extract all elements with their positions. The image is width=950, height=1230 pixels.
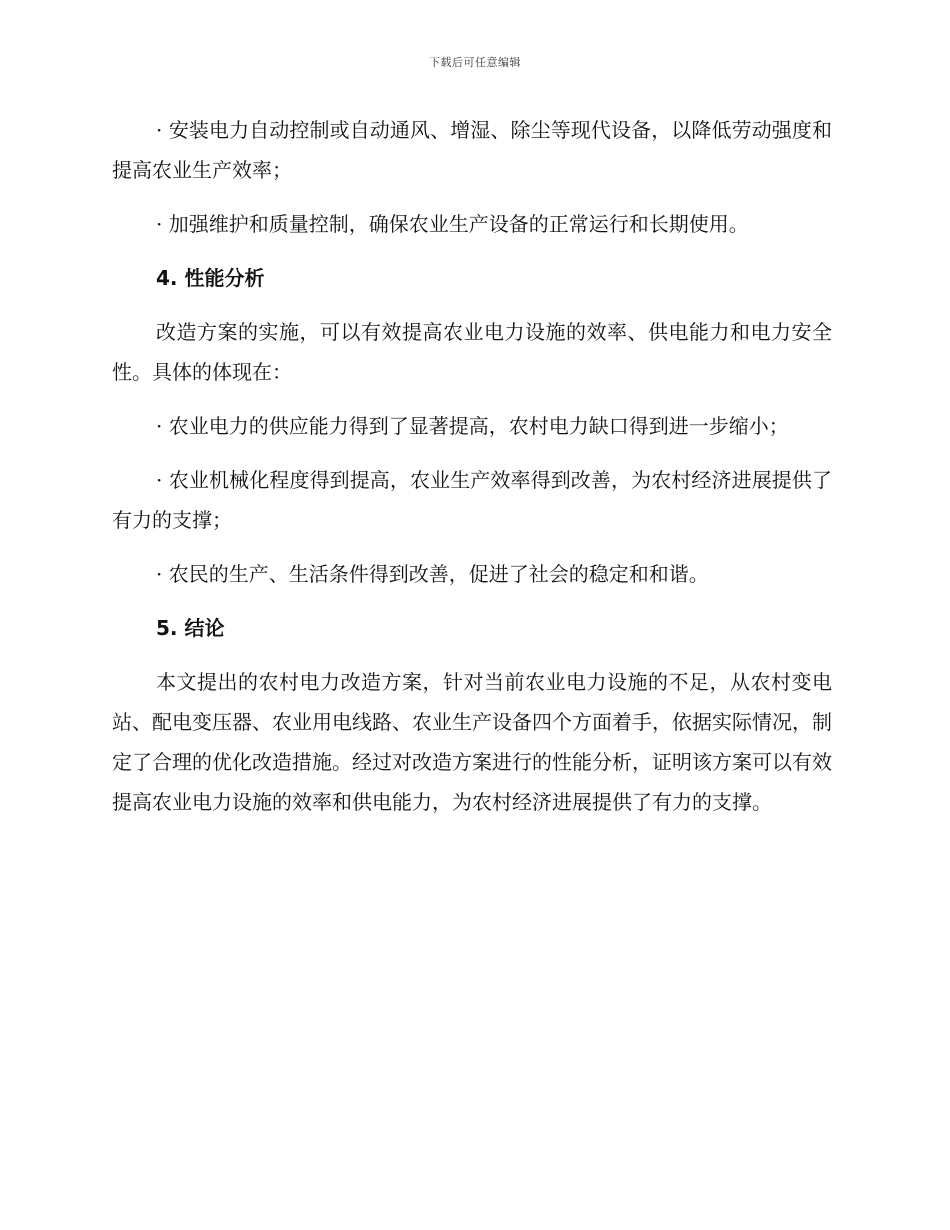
- bullet-install-equipment: · 安装电力自动控制或自动通风、增湿、除尘等现代设备，以降低劳动强度和提高农业生产效率；: [112, 118, 832, 182]
- bullet-supply-capacity: · 农业电力的供应能力得到了显著提高，农村电力缺口得到进一步缩小；: [156, 414, 789, 438]
- bullet-maintenance: · 加强维护和质量控制，确保农业生产设备的正常运行和长期使用。: [156, 212, 749, 236]
- conclusion-paragraph: 本文提出的农村电力改造方案，针对当前农业电力设施的不足，从农村变电站、配电变压器、农业用电线路、农业生产设备四个方面着手，依据实际情况，制定了合理的优化改造措施。经过对改造方案进行的性能分析，证明该方案可以有效提高农业电力设施的效率和供电能力，为农村经济进展提供了有力的支撑。: [112, 670, 832, 814]
- performance-intro-paragraph: 改造方案的实施，可以有效提高农业电力设施的效率、供电能力和电力安全性。具体的体现在：: [112, 320, 832, 384]
- document-body: [112, 110, 832, 836]
- page-header: 下载后可任意编辑: [429, 56, 521, 69]
- section-heading-performance: 4. 性能分析: [156, 266, 265, 290]
- bullet-living-conditions: · 农民的生产、生活条件得到改善，促进了社会的稳定和和谐。: [156, 562, 709, 586]
- bullet-mechanization: · 农业机械化程度得到提高，农业生产效率得到改善，为农村经济进展提供了有力的支撑；: [112, 468, 832, 532]
- section-heading-conclusion: 5. 结论: [156, 616, 225, 640]
